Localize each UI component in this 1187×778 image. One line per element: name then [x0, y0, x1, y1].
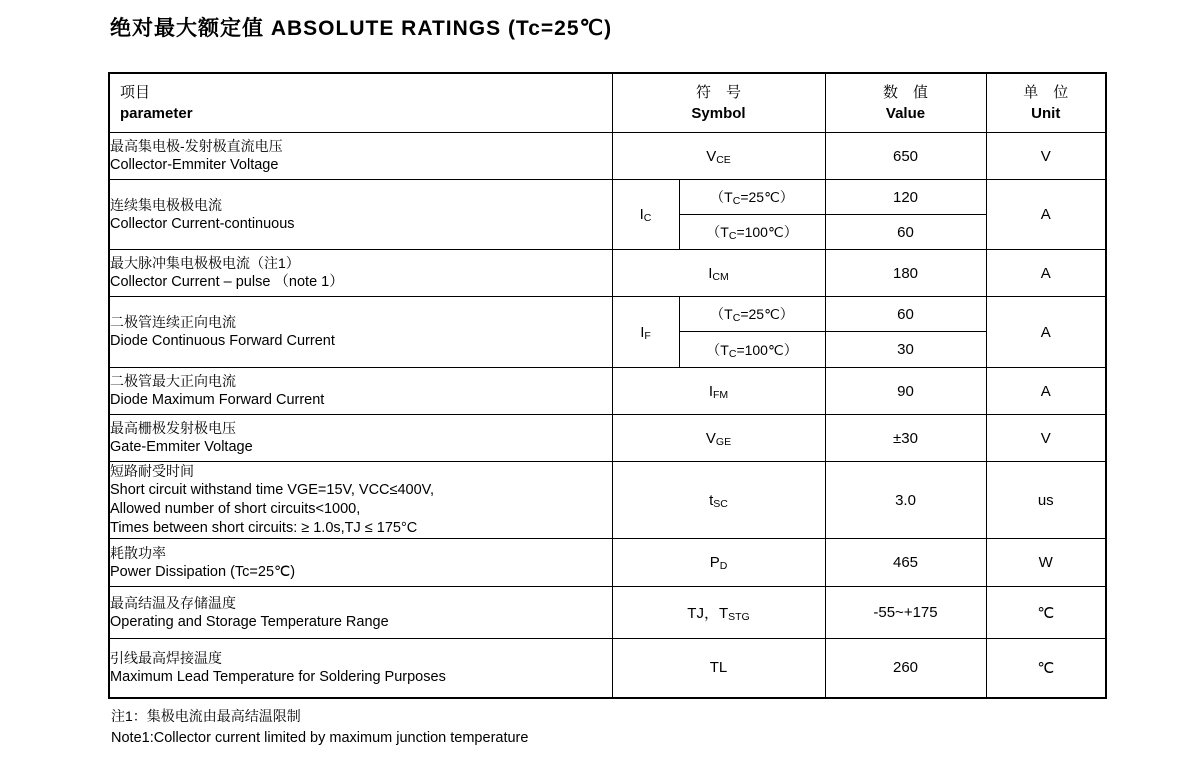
parameter-zh: 二极管连续正向电流 [110, 314, 236, 330]
symbol-cell [612, 368, 825, 415]
col-header-parameter [109, 73, 612, 133]
col-header-unit-zh: 单 位 [1023, 84, 1069, 101]
symbol-subscript: CM [712, 270, 729, 283]
table-header-row [109, 73, 1106, 133]
col-header-unit [986, 73, 1106, 133]
unit-cell: A [986, 297, 1106, 368]
table-row [109, 297, 1106, 332]
col-header-symbol [612, 73, 825, 133]
parameter-en: Times between short circuits: ≥ 1.0s,TJ ≤ 175°C [110, 520, 418, 536]
unit-cell: A [986, 250, 1106, 297]
symbol-subscript: STG [728, 611, 750, 623]
value-cell: 60 [825, 215, 986, 250]
condition-pre: （T [710, 306, 733, 322]
value-cell: 30 [825, 332, 986, 368]
value-cell: ±30 [825, 415, 986, 462]
footnotes [111, 705, 528, 749]
table-row [109, 415, 1106, 462]
unit-cell: V [986, 415, 1106, 462]
symbol-base: V [706, 147, 717, 165]
table-row [109, 462, 1106, 539]
symbol-subscript: F [644, 329, 651, 342]
symbol-cell [612, 462, 825, 539]
table-row [109, 639, 1106, 698]
symbol-base: I [639, 206, 644, 223]
parameter-en: Diode Continuous Forward Current [110, 333, 335, 349]
parameter-en: Power Dissipation (Tc=25℃) [110, 563, 296, 580]
condition-pre: （T [706, 341, 729, 358]
value-cell: 260 [825, 639, 986, 698]
symbol-base: I [708, 382, 713, 400]
parameter-en: Short circuit withstand time VGE=15V, VCC≤400V, [110, 482, 435, 498]
parameter-zh: 短路耐受时间 [110, 463, 194, 479]
condition-subscript: C [732, 195, 741, 207]
parameter-zh: 二极管最大正向电流 [110, 373, 236, 389]
condition-cell [679, 180, 825, 215]
symbol-base: t [709, 491, 714, 509]
value-cell: 90 [825, 368, 986, 415]
unit-cell: A [986, 368, 1106, 415]
parameter-en: Allowed number of short circuits<1000, [110, 501, 361, 517]
col-header-value [825, 73, 986, 133]
value-cell: 60 [825, 297, 986, 332]
condition-cell [679, 297, 825, 332]
symbol-subscript: SC [713, 497, 728, 510]
value-cell: 180 [825, 250, 986, 297]
parameter-cell [109, 297, 612, 368]
table-row [109, 587, 1106, 639]
col-header-symbol-zh: 符 号 [695, 84, 741, 101]
condition-pre: （T [706, 224, 729, 240]
value-cell: 3.0 [825, 462, 986, 539]
parameter-en: Operating and Storage Temperature Range [110, 613, 389, 630]
symbol-cell [612, 639, 825, 698]
absolute-ratings-table [108, 72, 1107, 699]
symbol-base: V [705, 429, 716, 447]
col-header-value-en: Value [885, 105, 926, 122]
note-en: Note1:Collector current limited by maximum junction temperature [111, 730, 529, 746]
value-cell: 465 [825, 539, 986, 587]
col-header-value-zh: 数 值 [882, 84, 928, 101]
parameter-en: Collector Current – pulse （note 1） [110, 274, 344, 290]
symbol-cell [612, 180, 679, 250]
parameter-cell [109, 639, 612, 698]
parameter-zh: 最高集电极-发射极直流电压 [110, 138, 283, 154]
value-cell: 650 [825, 133, 986, 180]
parameter-en: Gate-Emmiter Voltage [110, 439, 253, 455]
symbol-subscript: GE [715, 435, 732, 448]
parameter-cell [109, 587, 612, 639]
table-row [109, 250, 1106, 297]
symbol-cell [612, 133, 825, 180]
parameter-en: Diode Maximum Forward Current [110, 392, 325, 408]
symbol-base: TL [709, 659, 728, 677]
condition-post: =100℃） [736, 224, 798, 240]
unit-cell: us [986, 462, 1106, 539]
symbol-cell [612, 539, 825, 587]
parameter-zh: 引线最高焊接温度 [110, 649, 222, 666]
parameter-cell [109, 250, 612, 297]
symbol-cell [612, 250, 825, 297]
table-row [109, 180, 1106, 215]
parameter-en: Collector Current-continuous [110, 215, 295, 232]
col-header-parameter-zh: 项目 [120, 84, 151, 101]
parameter-zh: 最高结温及存储温度 [110, 594, 236, 611]
condition-subscript: C [732, 312, 741, 324]
condition-subscript: C [728, 347, 737, 360]
table-row [109, 539, 1106, 587]
unit-cell: ℃ [986, 587, 1106, 639]
symbol-base: P [709, 554, 720, 571]
value-cell: 120 [825, 180, 986, 215]
unit-cell: A [986, 180, 1106, 250]
page-title: 绝对最大额定值 ABSOLUTE RATINGS (Tc=25℃) [110, 17, 613, 40]
note-zh: 注1：集极电流由最高结温限制 [111, 708, 301, 724]
parameter-cell [109, 539, 612, 587]
condition-cell [679, 332, 825, 368]
col-header-parameter-en: parameter [120, 105, 193, 122]
parameter-zh: 最大脉冲集电极极电流（注1） [110, 255, 300, 271]
parameter-zh: 最高栅极发射极电压 [110, 420, 236, 436]
condition-post: =25℃） [740, 189, 794, 205]
table-row [109, 368, 1106, 415]
condition-cell [679, 215, 825, 250]
condition-subscript: C [728, 230, 737, 242]
parameter-cell [109, 368, 612, 415]
symbol-base: I [708, 264, 713, 282]
parameter-zh: 耗散功率 [110, 544, 166, 561]
unit-cell: V [986, 133, 1106, 180]
condition-post: =25℃） [740, 306, 794, 322]
parameter-en: Maximum Lead Temperature for Soldering Purposes [110, 668, 446, 685]
symbol-subscript: FM [713, 388, 729, 401]
condition-pre: （T [710, 189, 733, 205]
parameter-en: Collector-Emmiter Voltage [110, 157, 279, 173]
parameter-cell [109, 462, 612, 539]
symbol-cell [612, 415, 825, 462]
table-body [109, 133, 1106, 698]
symbol-subscript: C [643, 212, 652, 224]
parameter-cell [109, 133, 612, 180]
condition-post: =100℃） [736, 341, 798, 358]
parameter-cell [109, 415, 612, 462]
symbol-base: TJ，T [687, 605, 729, 622]
symbol-cell [612, 587, 825, 639]
symbol-subscript: CE [716, 153, 731, 166]
symbol-subscript: D [719, 560, 728, 572]
symbol-cell [612, 297, 679, 368]
table-row [109, 133, 1106, 180]
parameter-cell [109, 180, 612, 250]
unit-cell: ℃ [986, 639, 1106, 698]
value-cell: -55~+175 [825, 587, 986, 639]
unit-cell: W [986, 539, 1106, 587]
col-header-unit-en: Unit [1031, 105, 1061, 122]
col-header-symbol-en: Symbol [691, 105, 746, 122]
symbol-base: I [640, 323, 645, 341]
parameter-zh: 连续集电极极电流 [110, 196, 222, 213]
